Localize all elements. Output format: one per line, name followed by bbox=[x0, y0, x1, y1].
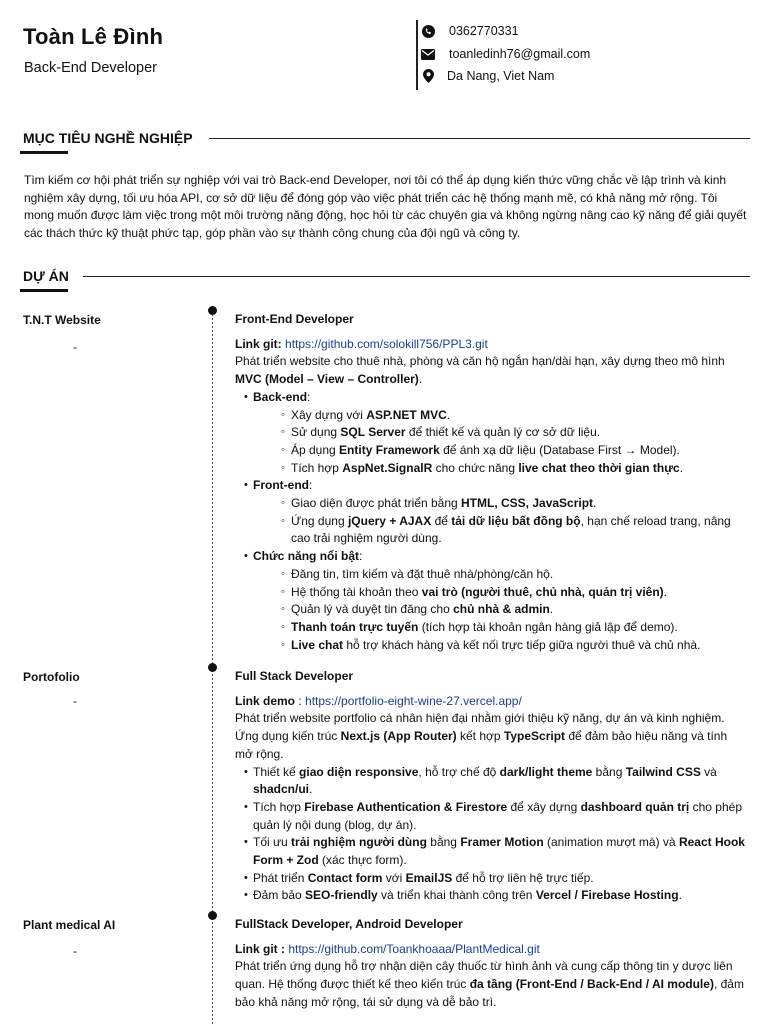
timeline-dot bbox=[208, 663, 217, 672]
text: Xây dựng với bbox=[291, 407, 367, 422]
text: . bbox=[593, 496, 597, 511]
location-text: Da Nang, Viet Nam bbox=[447, 69, 555, 83]
text: , hỗ trợ chế độ bbox=[418, 764, 500, 779]
project-date: - bbox=[73, 340, 77, 354]
contact-divider bbox=[416, 20, 418, 90]
bold-text: HTML, CSS, JavaScript bbox=[461, 496, 594, 511]
section-rule bbox=[209, 138, 750, 139]
bold-text: Thanh toán trực tuyến bbox=[291, 619, 419, 634]
feature-group: • Chức năng nổi bật: ◦ Đăng tin, tìm kiếm và đặt thuê nhà/phòng/căn hộ. ◦ Hệ thống tài khoản theo vai trò (người thuê, chủ nhà, quản trị viên). ◦ Quản lý và duyệt tin đăng cho chủ nhà & admin. ◦ Thanh toán trực tuyến (tích hợp tài khoản ngân hàng giả lập để demo). ◦ Live chat hỗ trợ khách hàng và kết nối trực tiếp giữa người thuê và chủ nhà. bbox=[235, 548, 745, 654]
link-label: Link git: bbox=[235, 336, 282, 351]
link-label: Link git : bbox=[235, 941, 285, 956]
timeline-dot bbox=[208, 306, 217, 315]
text: Đảm bảo bbox=[253, 888, 306, 903]
text: . bbox=[549, 602, 554, 617]
project-link[interactable]: https://github.com/Toankhoaaa/PlantMedical.git bbox=[288, 941, 540, 956]
text: , hạn chế reload trang, nâng cao trải nghiệm người dùng. bbox=[291, 513, 731, 546]
bold-text: jQuery + AJAX bbox=[347, 513, 432, 528]
bold-text: Contact form bbox=[307, 870, 383, 885]
bold-text: tải dữ liệu bất đồng bộ bbox=[451, 513, 581, 528]
contact-phone bbox=[421, 24, 519, 38]
bold-text: SQL Server bbox=[340, 425, 406, 440]
feature-item bbox=[285, 584, 745, 602]
project-link[interactable]: https://portfolio-eight-wine-27.vercel.app/ bbox=[305, 693, 522, 708]
project-details bbox=[235, 916, 745, 1012]
project-link[interactable]: https://github.com/solokill756/PPL3.git bbox=[285, 336, 488, 351]
section-underline bbox=[20, 151, 68, 154]
text: Tích hợp bbox=[291, 460, 343, 475]
feature-item bbox=[235, 799, 745, 834]
bold-text: ASP.NET MVC bbox=[366, 407, 447, 422]
feature-item bbox=[235, 870, 745, 888]
feature-item bbox=[235, 764, 745, 799]
section-underline bbox=[20, 289, 68, 292]
section-rule bbox=[83, 276, 750, 277]
bold-text: Framer Motion bbox=[460, 835, 544, 850]
contact-email bbox=[421, 47, 590, 61]
project-name: Portofolio bbox=[23, 670, 80, 684]
bold-text: live chat theo thời gian thực bbox=[518, 460, 680, 475]
text: để thiết kế và quản lý cơ sở dữ liệu. bbox=[405, 425, 601, 440]
objective-text: Tìm kiếm cơ hội phát triển sự nghiệp với vai trò Back-end Developer, nơi tôi có thể áp dụng kiến thức vững chắc về lập trình và kinh nghiệm xây dựng, tối ưu hóa API, cơ sở dữ liệu để đóng góp vào việc phát triển các hệ thống mạnh mẽ, có khả năng mở rộng. Tôi mong muốn được làm việc trong một môi trường năng động, học hỏi từ các chuyên gia và không ngừng nâng cao kỹ năng để giải quyết các thách thức kỹ thuật phức tạp, góp phần vào sự thành công chung của đội ngũ và công ty. bbox=[24, 173, 747, 241]
section-title-objective: MỤC TIÊU NGHỀ NGHIỆP bbox=[23, 130, 193, 146]
bold-text: Vercel / Firebase Hosting bbox=[535, 888, 679, 903]
phone-number[interactable]: 0362770331 bbox=[449, 24, 519, 38]
bold-text: SEO-friendly bbox=[305, 888, 378, 903]
text: cho phép quản lý nội dung (blog, dự án). bbox=[253, 799, 742, 832]
bold-text: Entity Framework bbox=[339, 442, 440, 457]
feature-item bbox=[285, 601, 745, 619]
email-address[interactable]: toanledinh76@gmail.com bbox=[449, 47, 591, 61]
text: hỗ trợ khách hàng và kết nối trực tiếp giữa người thuê và chủ nhà. bbox=[343, 637, 701, 652]
bold-text: Live chat bbox=[291, 637, 344, 652]
project-date: - bbox=[73, 944, 77, 958]
bold-text: Tailwind CSS bbox=[625, 764, 701, 779]
project-role: Front-End Developer bbox=[235, 312, 354, 326]
feature-group: • Front-end: ◦ Giao diện được phát triển bằng HTML, CSS, JavaScript. ◦ Ứng dụng jQuery + AJAX để tải dữ liệu bất đồng bộ, hạn chế reload trang, nâng cao trải nghiệm người dùng. bbox=[235, 477, 745, 548]
text: Đăng tin, tìm kiếm và đặt thuê nhà/phòng/căn hộ. bbox=[291, 566, 554, 581]
text: để hỗ trợ liên hệ trực tiếp. bbox=[452, 870, 594, 885]
text: và bbox=[700, 764, 717, 779]
bold-text: shadcn/ui bbox=[253, 782, 310, 797]
feature-group: • Back-end: ◦ Xây dựng với ASP.NET MVC. ◦ Sử dụng SQL Server để thiết kế và quản lý cơ sở dữ liệu. ◦ Áp dụng Entity Framework để ánh xạ dữ liệu (Database First → Model). ◦ Tích hợp AspNet.SignalR cho chức năng live chat theo thời gian thực. bbox=[235, 389, 745, 478]
feature-item bbox=[285, 442, 745, 460]
project-details bbox=[235, 311, 745, 654]
text: Sử dụng bbox=[291, 425, 341, 440]
bold-text: vai trò (người thuê, chủ nhà, quản trị viên) bbox=[421, 584, 664, 599]
text: Hệ thống tài khoản theo bbox=[291, 584, 422, 599]
text: Tích hợp bbox=[253, 799, 305, 814]
project-details bbox=[235, 668, 745, 905]
feature-group-title: Chức năng nổi bật bbox=[253, 549, 360, 564]
bold-text: Firebase Authentication & Firestore bbox=[304, 799, 508, 814]
section-title-projects: DỰ ÁN bbox=[23, 268, 69, 284]
feature-group-title: Back-end bbox=[253, 389, 308, 404]
text: . bbox=[663, 584, 668, 599]
text: Phát triển bbox=[253, 870, 308, 885]
bold-text: giao diện responsive bbox=[299, 764, 419, 779]
bold-text: chủ nhà & admin bbox=[453, 602, 550, 617]
feature-item bbox=[235, 887, 745, 905]
text: Thiết kế bbox=[253, 764, 300, 779]
phone-icon bbox=[421, 24, 435, 38]
text: Tối ưu bbox=[253, 835, 292, 850]
timeline-dot bbox=[208, 911, 217, 920]
feature-group-title: Front-end bbox=[253, 478, 309, 493]
link-label: Link demo bbox=[235, 693, 296, 708]
location-pin-icon bbox=[421, 69, 435, 83]
email-icon bbox=[421, 47, 435, 61]
project-role: FullStack Developer, Android Developer bbox=[235, 917, 463, 931]
project-description: Phát triển website portfolio cá nhân hiện đại nhằm giới thiệu kỹ năng, dự án và kinh nghiệm. Ứng dụng kiến trúc Next.js (App Router) kết hợp TypeScript để đảm bảo hiệu năng và tính mở rộng. bbox=[235, 711, 728, 761]
text: Áp dụng bbox=[291, 442, 340, 457]
text: . bbox=[446, 407, 451, 422]
feature-groups bbox=[235, 389, 745, 655]
text: Ứng dụng bbox=[291, 513, 348, 528]
project-name: T.N.T Website bbox=[23, 313, 101, 327]
text: với bbox=[382, 870, 406, 885]
text: . bbox=[309, 782, 313, 797]
feature-item bbox=[285, 424, 745, 442]
text: bằng bbox=[592, 764, 626, 779]
candidate-name: Toàn Lê Đình bbox=[23, 24, 164, 49]
feature-list bbox=[235, 764, 745, 906]
feature-item bbox=[285, 566, 745, 584]
text: và triển khai thành công trên bbox=[377, 888, 536, 903]
project-date: - bbox=[73, 694, 77, 708]
project-link-line bbox=[235, 941, 745, 959]
feature-item bbox=[285, 460, 745, 478]
text: cho chức năng bbox=[432, 460, 519, 475]
text: (tích hợp tài khoản ngân hàng giả lập để demo). bbox=[418, 619, 678, 634]
feature-item bbox=[285, 513, 745, 548]
text: . bbox=[679, 460, 683, 475]
text: để ánh xạ dữ liệu (Database First → Model). bbox=[439, 442, 680, 457]
project-link-line bbox=[235, 336, 745, 354]
bold-text: EmailJS bbox=[405, 870, 453, 885]
text: Giao diện được phát triển bằng bbox=[291, 496, 462, 511]
text: . bbox=[678, 888, 682, 903]
text: Quản lý và duyệt tin đăng cho bbox=[291, 602, 454, 617]
text: bằng bbox=[426, 835, 461, 850]
project-link-line: Link demo : https://portfolio-eight-wine-27.vercel.app/ bbox=[235, 693, 522, 708]
feature-item bbox=[285, 619, 745, 637]
project-name: Plant medical AI bbox=[23, 918, 116, 932]
bold-text: React Hook Form + Zod bbox=[253, 835, 745, 868]
text: để bbox=[431, 513, 452, 528]
project-description: Phát triển ứng dụng hỗ trợ nhận diện cây thuốc từ hình ảnh và cung cấp thông tin y dược liên quan. Hệ thống được thiết kế theo kiến trúc đa tầng (Front-End / Back-End / AI module), đảm bảo khả năng mở rộng, tái sử dụng và dễ bảo trì. bbox=[235, 959, 744, 1009]
feature-item bbox=[235, 834, 745, 869]
bold-text: dark/light theme bbox=[499, 764, 593, 779]
feature-item bbox=[285, 407, 745, 425]
project-role: Full Stack Developer bbox=[235, 669, 354, 683]
project-description: Phát triển website cho thuê nhà, phòng và căn hộ ngắn hạn/dài hạn, xây dựng theo mô hình MVC (Model – View – Controller). bbox=[235, 354, 725, 387]
feature-item bbox=[285, 495, 745, 513]
text: để xây dựng bbox=[507, 799, 581, 814]
candidate-role: Back-End Developer bbox=[24, 60, 157, 76]
bold-text: AspNet.SignalR bbox=[342, 460, 433, 475]
contact-location bbox=[421, 69, 554, 83]
bold-text: dashboard quản trị bbox=[580, 799, 690, 814]
text: (xác thực form). bbox=[318, 853, 407, 868]
text: (animation mượt mà) và bbox=[543, 835, 679, 850]
feature-item bbox=[285, 637, 745, 655]
bold-text: trải nghiệm người dùng bbox=[291, 835, 427, 850]
